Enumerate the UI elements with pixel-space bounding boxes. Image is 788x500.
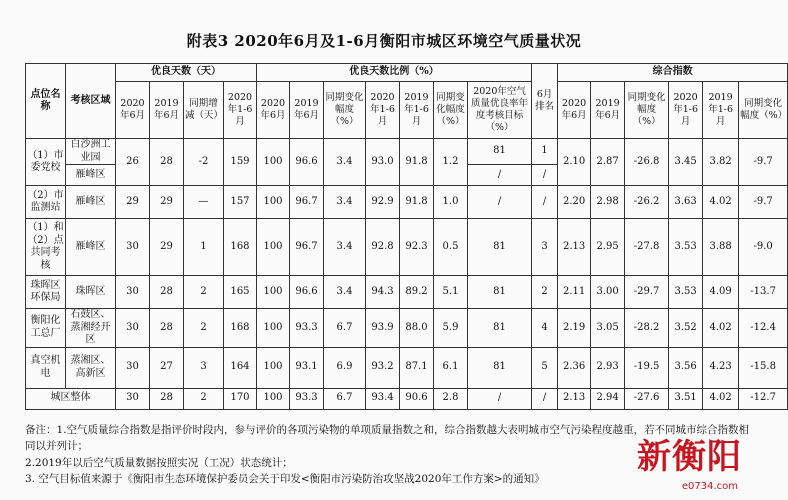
value-cell: 28	[150, 388, 184, 409]
value-cell: -26.2	[625, 186, 669, 219]
value-cell: 81	[468, 347, 532, 388]
value-cell: -29.7	[625, 276, 669, 309]
table-title: 附表3 2020年6月及1-6月衡阳市城区环境空气质量状况	[186, 32, 582, 50]
value-cell: /	[532, 388, 558, 409]
sub-header: 2020年空气质量优良率年度考核目标（%）	[468, 82, 532, 139]
sub-header: 2020年6月	[257, 82, 290, 139]
value-cell: 3.53	[669, 276, 703, 309]
value-cell: -9.7	[739, 186, 788, 219]
value-cell: 93.9	[366, 309, 400, 348]
value-cell: 2.11	[558, 276, 591, 309]
value-cell: —	[184, 186, 224, 219]
air-quality-table	[25, 63, 788, 410]
value-cell: -2	[184, 139, 224, 186]
area-cell: 雁峰区	[66, 165, 116, 186]
table-row	[26, 388, 788, 409]
value-cell: 93.1	[290, 347, 324, 388]
value-cell: 100	[257, 347, 290, 388]
value-cell: 3.05	[591, 309, 625, 348]
value-cell: 3.51	[669, 388, 703, 409]
value-cell: 28	[150, 276, 184, 309]
value-cell: 4.09	[703, 276, 739, 309]
header-rank: 6月排名	[532, 64, 558, 139]
sub-header: 2020年1-6月	[224, 82, 257, 139]
value-cell: 6.1	[434, 347, 468, 388]
value-cell: 3.4	[324, 186, 366, 219]
value-cell: -12.7	[739, 388, 788, 409]
value-cell: 2.20	[558, 186, 591, 219]
value-cell: 2.8	[434, 388, 468, 409]
value-cell: -13.7	[739, 276, 788, 309]
value-cell: 3	[532, 219, 558, 276]
value-cell: -12.4	[739, 309, 788, 348]
sub-header: 2019年1-6月	[703, 82, 739, 139]
value-cell: 96.7	[290, 219, 324, 276]
value-cell: 93.3	[290, 309, 324, 348]
value-cell: 3.82	[703, 139, 739, 186]
value-cell: 5	[532, 347, 558, 388]
sub-header: 同期变化幅度（%）	[434, 82, 468, 139]
value-cell: -28.2	[625, 309, 669, 348]
table-row	[26, 309, 788, 348]
value-cell: 30	[116, 388, 150, 409]
sub-header: 2020年1-6月	[366, 82, 400, 139]
value-cell: 29	[116, 186, 150, 219]
point-cell: （1）和（2）点共同考核	[26, 219, 66, 276]
value-cell: 29	[150, 219, 184, 276]
value-cell: 3.00	[591, 276, 625, 309]
header-good-days: 优良天数（天）	[116, 64, 257, 82]
value-cell: 91.8	[400, 139, 434, 186]
value-cell: 6.7	[324, 309, 366, 348]
area-cell: 雁峰区	[66, 186, 116, 219]
value-cell: 26	[116, 139, 150, 186]
note-1: 备注：1.空气质量综合指数是指评价时段内，参与评价的各项污染物的单项质量指数之和，综合指数越大表明城市空气污染程度越重，若不同城市综合指数相同以并列计；	[25, 424, 750, 453]
value-cell: 159	[224, 139, 257, 186]
value-cell: -19.5	[625, 347, 669, 388]
value-cell: -27.8	[625, 219, 669, 276]
note-2: 2.2019年以后空气质量数据按照实况（工况）状态统计；	[25, 456, 293, 469]
sub-header: 2020年6月	[558, 82, 591, 139]
value-cell: 0.5	[434, 219, 468, 276]
value-cell: 93.0	[366, 139, 400, 186]
value-cell: 96.7	[290, 186, 324, 219]
value-cell: 2.94	[591, 388, 625, 409]
value-cell: 2	[184, 388, 224, 409]
value-cell: 28	[150, 139, 184, 186]
value-cell: 2.13	[558, 219, 591, 276]
value-cell: 81	[468, 139, 532, 165]
area-cell: 白沙洲工业园	[66, 139, 116, 165]
table-row	[26, 139, 788, 165]
sub-header: 同期增减（天）	[184, 82, 224, 139]
sub-header: 2019年6月	[290, 82, 324, 139]
value-cell: 27	[150, 347, 184, 388]
sub-header: 同期变化幅度（%）	[739, 82, 788, 139]
value-cell: 2	[184, 309, 224, 348]
value-cell: -27.6	[625, 388, 669, 409]
value-cell: 94.3	[366, 276, 400, 309]
header-point: 点位名称	[26, 64, 66, 139]
value-cell: 2	[184, 276, 224, 309]
value-cell: 2.10	[558, 139, 591, 186]
point-cell: 珠晖区环保局	[26, 276, 66, 309]
value-cell: 4	[532, 309, 558, 348]
value-cell: -9.7	[739, 139, 788, 186]
sub-header: 2019年1-6月	[400, 82, 434, 139]
value-cell: 88.0	[400, 309, 434, 348]
sub-header: 2019年6月	[591, 82, 625, 139]
value-cell: 2.13	[558, 388, 591, 409]
value-cell: 3.4	[324, 276, 366, 309]
value-cell: 30	[116, 347, 150, 388]
value-cell: 1.0	[434, 186, 468, 219]
value-cell: 3.56	[669, 347, 703, 388]
value-cell: 81	[468, 276, 532, 309]
value-cell: -9.0	[739, 219, 788, 276]
value-cell: 29	[150, 186, 184, 219]
value-cell: 157	[224, 186, 257, 219]
value-cell: 92.8	[366, 219, 400, 276]
value-cell: 87.1	[400, 347, 434, 388]
sub-header: 同期变化幅度（%）	[324, 82, 366, 139]
value-cell: 2.95	[591, 219, 625, 276]
value-cell: 92.3	[400, 219, 434, 276]
value-cell: 100	[257, 219, 290, 276]
value-cell: /	[532, 165, 558, 186]
value-cell: 2.19	[558, 309, 591, 348]
point-cell: 城区整体	[26, 388, 116, 409]
value-cell: 3	[184, 347, 224, 388]
value-cell: 5.9	[434, 309, 468, 348]
header-composite: 综合指数	[558, 64, 788, 82]
value-cell: 6.9	[324, 347, 366, 388]
sub-header: 同期变化幅度（%）	[625, 82, 669, 139]
value-cell: 3.4	[324, 219, 366, 276]
area-cell: 蒸湘区、高新区	[66, 347, 116, 388]
value-cell: 4.02	[703, 388, 739, 409]
value-cell: 168	[224, 219, 257, 276]
value-cell: 170	[224, 388, 257, 409]
value-cell: 100	[257, 186, 290, 219]
value-cell: 81	[468, 219, 532, 276]
value-cell: 92.9	[366, 186, 400, 219]
table-row	[26, 347, 788, 388]
value-cell: 1	[184, 219, 224, 276]
value-cell: 2.87	[591, 139, 625, 186]
header-area: 考核区域	[66, 64, 116, 139]
value-cell: 4.02	[703, 186, 739, 219]
value-cell: 30	[116, 309, 150, 348]
value-cell: 93.3	[290, 388, 324, 409]
table-row	[26, 186, 788, 219]
value-cell: 93.4	[366, 388, 400, 409]
value-cell: 3.45	[669, 139, 703, 186]
value-cell: /	[468, 165, 532, 186]
point-cell: （1）市委党校	[26, 139, 66, 186]
value-cell: 2.36	[558, 347, 591, 388]
value-cell: /	[468, 388, 532, 409]
value-cell: 96.6	[290, 139, 324, 186]
area-cell: 雁峰区	[66, 219, 116, 276]
table-row	[26, 276, 788, 309]
sub-header: 2019年6月	[150, 82, 184, 139]
value-cell: 165	[224, 276, 257, 309]
value-cell: 100	[257, 388, 290, 409]
value-cell: 1.2	[434, 139, 468, 186]
value-cell: 81	[468, 309, 532, 348]
value-cell: 4.23	[703, 347, 739, 388]
value-cell: -15.8	[739, 347, 788, 388]
value-cell: 93.2	[366, 347, 400, 388]
header-good-ratio: 优良天数比例（%）	[257, 64, 532, 82]
value-cell: 168	[224, 309, 257, 348]
value-cell: 5.1	[434, 276, 468, 309]
value-cell: 96.6	[290, 276, 324, 309]
value-cell: 1	[532, 139, 558, 165]
note-3: 3. 空气目标值来源于《衡阳市生态环境保护委员会关于印发<衡阳市污染防治攻坚战2020年工作方案>的通知》	[25, 472, 545, 485]
value-cell: 100	[257, 309, 290, 348]
value-cell: 3.4	[324, 139, 366, 186]
table-row	[26, 219, 788, 276]
value-cell: 3.53	[669, 219, 703, 276]
area-cell: 石鼓区、蒸湘经开区	[66, 309, 116, 348]
value-cell: 100	[257, 276, 290, 309]
value-cell: 90.6	[400, 388, 434, 409]
value-cell: 3.52	[669, 309, 703, 348]
area-cell: 珠晖区	[66, 276, 116, 309]
value-cell: 4.02	[703, 309, 739, 348]
sub-header: 2020年1-6月	[669, 82, 703, 139]
point-cell: 衡阳化工总厂	[26, 309, 66, 348]
value-cell: 2.98	[591, 186, 625, 219]
point-cell: （2）市监测站	[26, 186, 66, 219]
value-cell: 91.8	[400, 186, 434, 219]
value-cell: 3.63	[669, 186, 703, 219]
watermark-logo: 新衡阳	[637, 437, 742, 477]
value-cell: 164	[224, 347, 257, 388]
value-cell: /	[468, 186, 532, 219]
value-cell: 2	[532, 276, 558, 309]
sub-header: 2020年6月	[116, 82, 150, 139]
watermark-url: e0734.com	[681, 481, 738, 492]
value-cell: 89.2	[400, 276, 434, 309]
value-cell: 100	[257, 139, 290, 186]
value-cell: -26.8	[625, 139, 669, 186]
value-cell: /	[532, 186, 558, 219]
value-cell: 30	[116, 276, 150, 309]
value-cell: 6.7	[324, 388, 366, 409]
value-cell: 30	[116, 219, 150, 276]
point-cell: 真空机电	[26, 347, 66, 388]
value-cell: 3.88	[703, 219, 739, 276]
value-cell: 2.93	[591, 347, 625, 388]
value-cell: 28	[150, 309, 184, 348]
